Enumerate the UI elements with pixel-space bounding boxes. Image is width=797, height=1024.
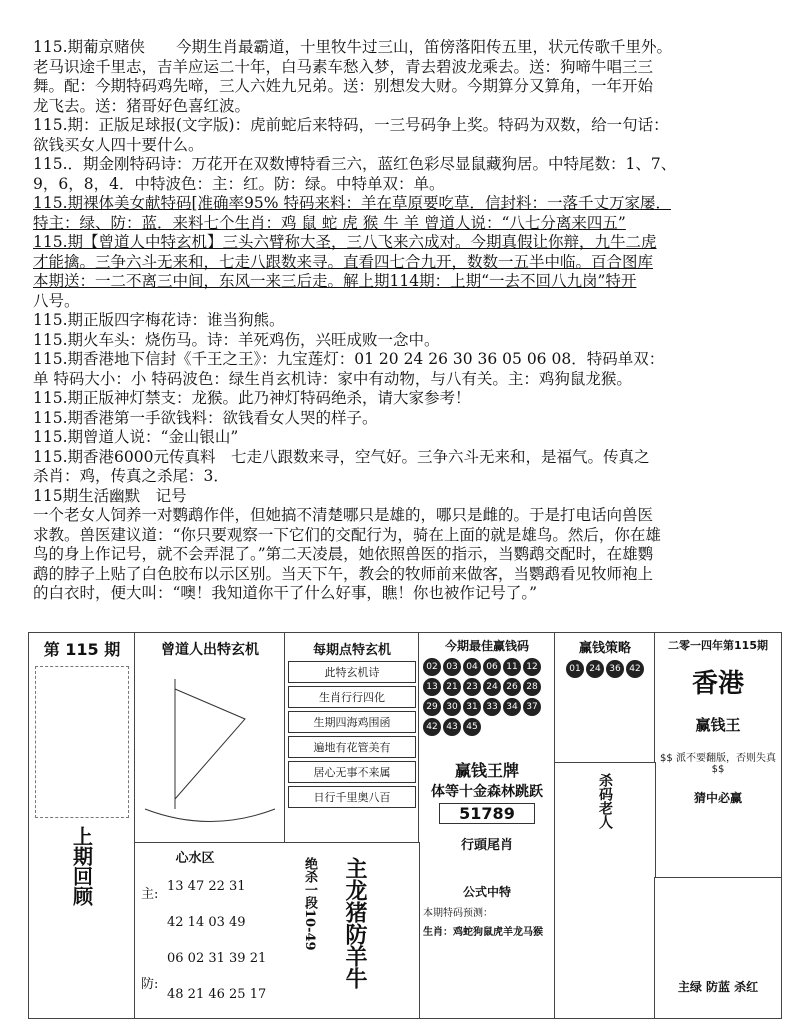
number-ball: 06 xyxy=(483,658,501,676)
number-ball: 36 xyxy=(606,660,624,678)
clue-list xyxy=(285,661,419,808)
text-line: 杀肖：鸡，传真之杀尾：3． xyxy=(33,467,229,485)
text-line: 舞。配：今期特码鸡先啼，三人六姓九兄弟。送：别想发大财。今期算分又算角，一年开始 xyxy=(33,77,654,95)
king-words: 体等十金森林跳跃 xyxy=(431,784,543,800)
panel-best-numbers xyxy=(418,632,556,1019)
article-text xyxy=(33,38,773,604)
predict-zodiac: 生肖：鸡蛇狗鼠虎羊龙马猴 xyxy=(423,927,543,938)
text-line: 9，6，8，4．中特波色：主：红。防：绿。中特单双：单。 xyxy=(33,174,445,193)
heart-water-row: 06 02 31 39 21 xyxy=(167,951,267,966)
text-line: 才能擒。三争六斗无来和，七走八跟数来寻。直看四七合九开，数数一五半中临。百合图库 xyxy=(33,252,654,271)
strategy-title: 赢钱策略 xyxy=(578,641,631,656)
text-line: 115.．期金刚特码诗：万花开在双数博特看三六，蓝红色彩尽显鼠藏狗居。中特尾数：1、7、 xyxy=(33,155,677,173)
formula-title: 公式中特 xyxy=(462,885,511,899)
number-ball: 43 xyxy=(443,718,461,736)
number-ball: 21 xyxy=(443,678,461,696)
clue-title: 每期点特玄机 xyxy=(312,643,391,658)
number-ball: 01 xyxy=(566,660,584,678)
heart-water-title: 心水区 xyxy=(175,851,215,866)
text-line: 欲钱买女人四十要什么。 xyxy=(33,135,204,154)
text-line: 龙飞去。送：猪哥好色喜红波。 xyxy=(33,96,251,115)
number-ball: 02 xyxy=(423,658,441,676)
heart-water-row: 48 21 46 25 17 xyxy=(167,987,267,1002)
panel-killer xyxy=(554,762,656,1019)
main-guard-zodiac: 主龙猪防羊牛 xyxy=(342,857,368,989)
panel-previous-review xyxy=(28,632,136,1019)
guard-label: 防: xyxy=(141,977,159,992)
number-ball: 33 xyxy=(483,698,501,716)
number-ball: 11 xyxy=(503,658,521,676)
predict-label: 本期特码预测： xyxy=(423,908,493,919)
text-line: 115.期裸体美女献特码[准确率95% 特码来料：羊在草原要吃草．信封料：一落千丈万家屡． xyxy=(33,194,671,212)
panel-hk-king xyxy=(654,632,782,879)
clue-item: 居心无事不来属 xyxy=(288,761,416,783)
year-issue: 二零一四年第115期 xyxy=(668,639,768,652)
number-ball: 31 xyxy=(463,698,481,716)
text-line: 115.期正版神灯禁支：龙猴。此乃神灯特码绝杀，请大家参考！ xyxy=(33,389,471,407)
previous-review-title: 上期回顾 xyxy=(69,826,94,906)
number-ball: 23 xyxy=(463,678,481,696)
number-ball: 03 xyxy=(443,658,461,676)
number-ball: 30 xyxy=(443,698,461,716)
number-ball: 34 xyxy=(503,698,521,716)
clue-item: 生肖行行四化 xyxy=(288,686,416,708)
illustration-flowers xyxy=(35,666,129,818)
number-ball: 42 xyxy=(626,660,644,678)
hk-slogan: $$ 派不要翻版，否则失真 $$ xyxy=(660,753,776,775)
sailboat-illustration xyxy=(135,659,281,829)
lottery-image-panels xyxy=(28,632,780,1017)
number-ball: 24 xyxy=(483,678,501,696)
color-guide: 主绿 防蓝 杀红 xyxy=(677,980,759,994)
number-ball: 45 xyxy=(463,718,481,736)
panel-colors xyxy=(654,877,782,1019)
number-ball: 29 xyxy=(423,698,441,716)
text-line: 的白衣时，便大叫：“噢！我知道你干了什么好事，瞧！你也被作记号了。” xyxy=(33,584,538,602)
text-line: 115.期香港第一手欲钱料：欲钱看女人哭的样子。 xyxy=(33,408,378,427)
hk-subtitle: 赢钱王 xyxy=(695,716,741,734)
clue-item: 遍地有花管美有 xyxy=(288,736,416,758)
king-number: 51789 xyxy=(439,803,535,824)
text-line: 115.期香港地下信封《千王之王》：九宝莲灯：01 20 24 26 30 36 05 06 08．特码单双： xyxy=(33,350,665,368)
text-line: 115.期【曾道人中特玄机】三头六臂称大圣，三八飞来六成对。今期真假让你辩，九牛二虎 xyxy=(33,233,657,251)
text-line: 单 特码大小：小 特码波色：绿生肖玄机诗：家中有动物，与八有关。主：鸡狗鼠龙猴。 xyxy=(33,369,632,388)
panel-clue xyxy=(284,632,420,844)
number-ball: 42 xyxy=(423,718,441,736)
text-line: 求教。兽医建议道：“你只要观察一下它们的交配行为，骑在上面的就是雄鸟。然后，你在雄 xyxy=(33,525,661,544)
best-numbers-title: 今期最佳赢钱码 xyxy=(444,639,529,653)
number-grid xyxy=(419,654,555,740)
heart-water-row: 42 14 03 49 xyxy=(167,915,246,930)
clue-item: 日行千里奥八百 xyxy=(288,786,416,808)
text-line: 115.期香港6000元传真料 七走八跟数来寻，空气好。三争六斗无来和，是福气。传真之 xyxy=(33,447,650,466)
kill-range: 绝杀一段10-49 xyxy=(302,857,317,951)
strategy-balls xyxy=(555,656,655,682)
panel-zeng-daoren xyxy=(134,632,286,844)
text-line: 鸟的身上作记号，就不会弄混了。”第二天凌晨，她依照兽医的指示，当鹦鹉交配时，在雄鹦 xyxy=(33,545,654,563)
king-title: 赢钱王牌 xyxy=(454,761,519,780)
zeng-panel-title: 曾道人出特玄机 xyxy=(161,642,259,658)
text-line: 115期生活幽默 记号 xyxy=(33,486,187,505)
text-line: 115.期正版四字梅花诗：谁当狗熊。 xyxy=(33,311,285,329)
number-ball: 28 xyxy=(523,678,541,696)
text-line: 鹉的脖子上贴了白色胶布以示区别。当天下午，教会的牧师前来做客，当鹦鹉看见牧师袍上 xyxy=(33,564,654,583)
text-line: 115.期：正版足球报(文字版)：虎前蛇后来特码，一三号码争上奖。特码为双数，给一句话： xyxy=(33,116,669,134)
text-line: 本期送：一二不离三中间，东风一来三后走。解上期114期：上期“一去不回八九岗”特开 xyxy=(33,272,637,290)
text-line: 老马识途千里志，吉羊应运二十年，白马素车愁入梦，青去碧波龙乘去。送：狗啼牛唱三三 xyxy=(33,57,654,76)
number-ball: 26 xyxy=(503,678,521,696)
hk-hit: 猜中必赢 xyxy=(693,791,742,805)
clue-item: 此特玄机诗 xyxy=(288,661,416,683)
killer-title: 杀码老人 xyxy=(597,773,613,829)
clue-item: 生期四海鸡围函 xyxy=(288,711,416,733)
number-ball: 13 xyxy=(423,678,441,696)
issue-label: 第 115 期 xyxy=(43,640,121,659)
main-label: 主: xyxy=(141,887,159,902)
number-ball: 12 xyxy=(523,658,541,676)
number-ball: 04 xyxy=(463,658,481,676)
text-line: 115.期曾道人说：“金山银山” xyxy=(33,428,239,446)
number-ball: 24 xyxy=(586,660,604,678)
number-ball: 37 xyxy=(523,698,541,716)
heart-water-rows xyxy=(167,869,266,1013)
panel-heart-water xyxy=(134,842,420,1019)
text-line: 特主：绿、防：蓝．来料七个生肖：鸡 鼠 蛇 虎 猴 牛 羊 曾道人说：“八七分离来四五” xyxy=(33,213,626,232)
heart-water-row: 13 47 22 31 xyxy=(167,879,246,894)
head-tail-zodiac: 行頭尾肖 xyxy=(460,838,513,853)
text-line: 一个老女人饲养一对鹦鹉作伴，但她搞不清楚哪只是雄的，哪只是雌的。于是打电话向兽医 xyxy=(33,506,654,524)
panel-strategy xyxy=(554,632,656,764)
text-line: 115.期葡京赌侠 今期生肖最霸道，十里牧牛过三山，笛傍落阳传五里，状元传歌千里外。 xyxy=(33,38,673,56)
text-line: 115.期火车头：烧伤马。诗：羊死鸡伤，兴旺成败一念中。 xyxy=(33,330,440,349)
hk-title: 香港 xyxy=(691,669,744,699)
text-line: 八号。 xyxy=(33,291,80,310)
